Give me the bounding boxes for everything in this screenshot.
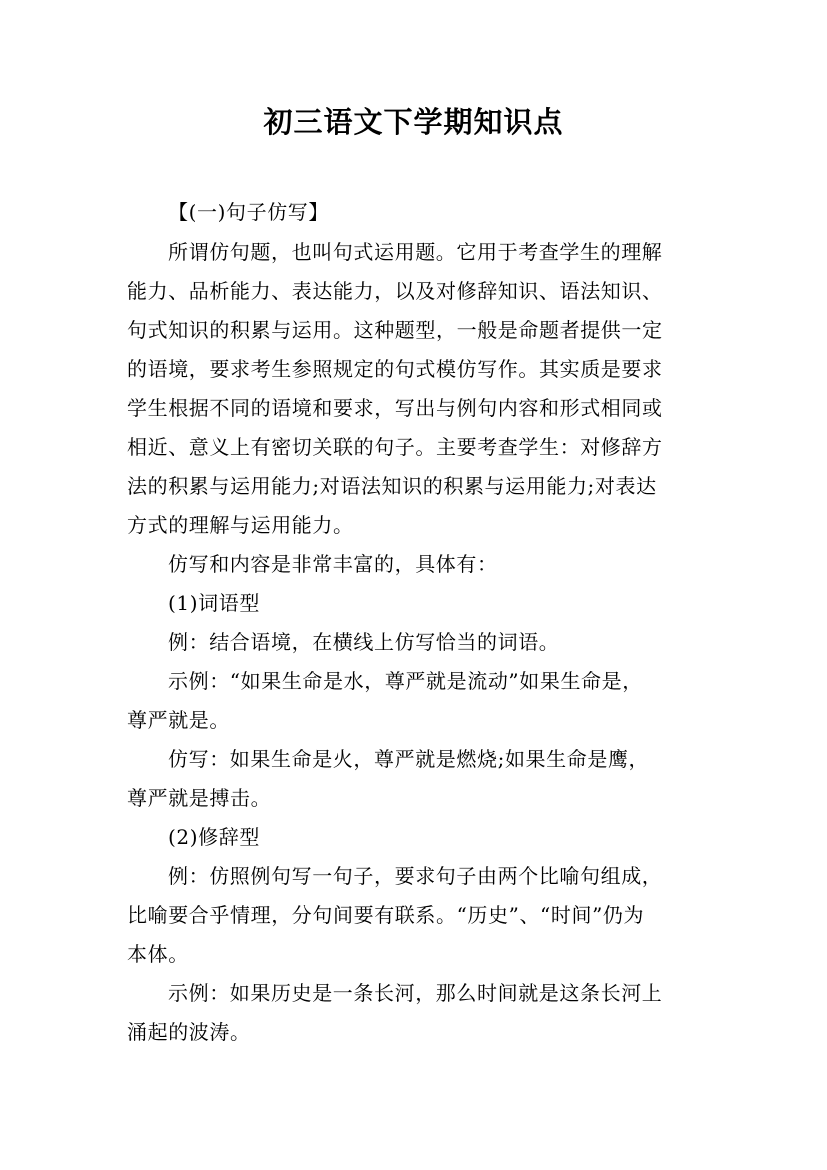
paragraph-line: 例：结合语境，在横线上仿写恰当的词语。 — [168, 630, 560, 654]
paragraph-line: 所谓仿句题，也叫句式运用题。它用于考查学生的理解 — [168, 240, 663, 264]
subheading-line: (1)词语型 — [168, 591, 260, 615]
paragraph-line: 学生根据不同的语境和要求，写出与例句内容和形式相同或 — [127, 396, 663, 420]
subheading-line: (2)修辞型 — [168, 825, 260, 849]
paragraph-line: 的语境，要求考生参照规定的句式模仿写作。其实质是要求 — [127, 357, 663, 381]
paragraph-line: 仿写：如果生命是火，尊严就是燃烧;如果生命是鹰， — [168, 747, 650, 771]
paragraph-line: 仿写和内容是非常丰富的，具体有： — [168, 552, 498, 576]
paragraph-line: 比喻要合乎情理，分句间要有联系。“历史”、“时间”仍为 — [127, 903, 645, 927]
paragraph-line: 本体。 — [127, 942, 189, 966]
section-heading: 【(一)句子仿写】 — [168, 200, 330, 224]
paragraph-line: 涌起的波涛。 — [127, 1020, 251, 1044]
document-title: 初三语文下学期知识点 — [263, 105, 564, 139]
paragraph-line: 示例：“如果生命是水，尊严就是流动”如果生命是， — [168, 669, 643, 693]
paragraph-line: 方式的理解与运用能力。 — [127, 513, 354, 537]
paragraph-line: 尊严就是。 — [127, 708, 230, 732]
paragraph-line: 法的积累与运用能力;对语法知识的积累与运用能力;对表达 — [127, 474, 657, 498]
paragraph-line: 尊严就是搏击。 — [127, 786, 272, 810]
paragraph-line: 例：仿照例句写一句子，要求句子由两个比喻句组成， — [168, 864, 663, 888]
paragraph-line: 能力、品析能力、表达能力，以及对修辞知识、语法知识、 — [127, 279, 663, 303]
paragraph-line: 相近、意义上有密切关联的句子。主要考查学生：对修辞方 — [127, 435, 663, 459]
paragraph-line: 示例：如果历史是一条长河，那么时间就是这条长河上 — [168, 981, 663, 1005]
paragraph-line: 句式知识的积累与运用。这种题型，一般是命题者提供一定 — [127, 318, 663, 342]
